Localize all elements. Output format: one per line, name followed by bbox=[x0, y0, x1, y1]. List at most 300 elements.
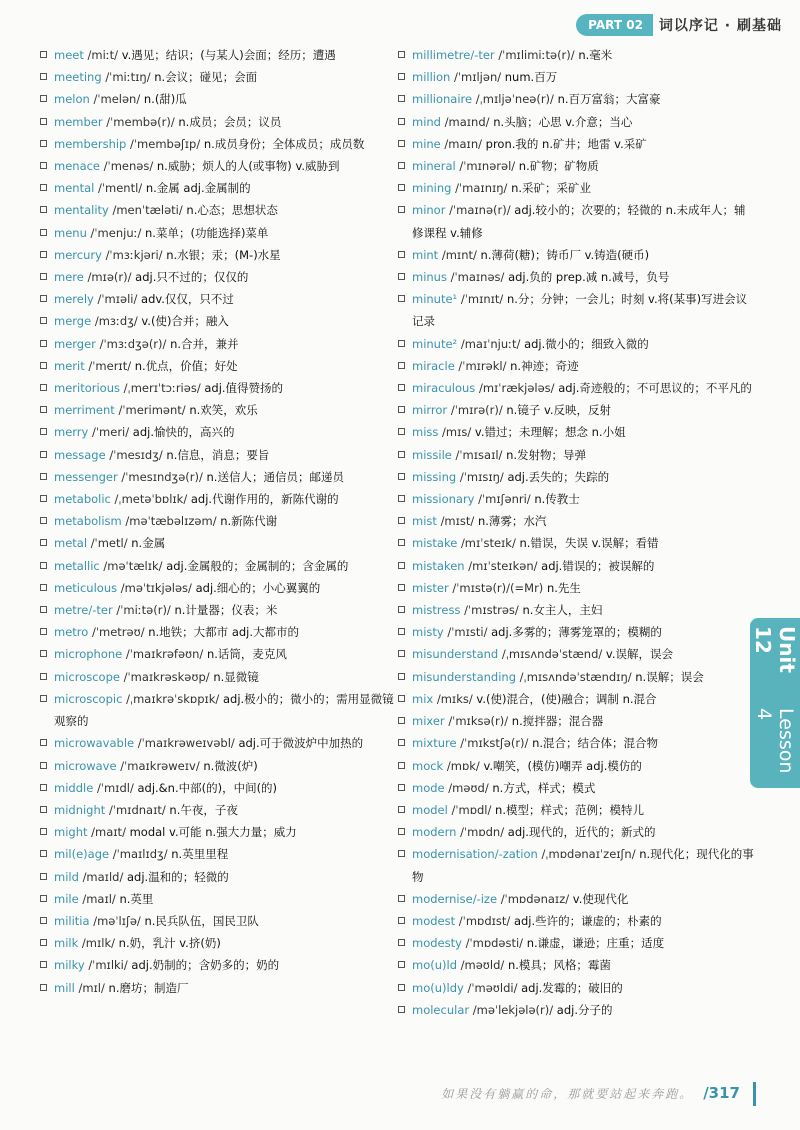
lesson-label: Lesson 4 bbox=[753, 708, 797, 774]
headword: minus bbox=[412, 270, 447, 285]
definition: n.头脑；心思 v.介意；当心 bbox=[493, 114, 633, 129]
headword: microphone bbox=[54, 647, 123, 662]
definition: adj.温和的；轻微的 bbox=[127, 869, 229, 884]
checkbox-icon[interactable] bbox=[40, 406, 47, 413]
pronunciation: /ˈmɪnɪt/ bbox=[460, 292, 504, 307]
pronunciation: /ˈmerɪt/ bbox=[88, 358, 132, 373]
vocab-entry bbox=[398, 577, 754, 599]
definition: n.民兵队伍，国民卫队 bbox=[144, 913, 259, 928]
pronunciation: /ˈmɪljən/ bbox=[453, 70, 502, 85]
pronunciation: /ˈmɪʃənri/ bbox=[478, 492, 531, 507]
checkbox-icon[interactable] bbox=[40, 895, 47, 902]
checkbox-icon[interactable] bbox=[40, 73, 47, 80]
definition: n.传教士 bbox=[534, 492, 580, 507]
pronunciation: /ˈmaɪnəs/ bbox=[450, 270, 505, 285]
checkbox-icon[interactable] bbox=[40, 473, 47, 480]
checkbox-icon[interactable] bbox=[40, 295, 47, 302]
headword: microwave bbox=[54, 758, 117, 773]
checkbox-icon[interactable] bbox=[40, 184, 47, 191]
page-number-bar bbox=[753, 1082, 756, 1106]
checkbox-icon[interactable] bbox=[40, 118, 47, 125]
definition: n.水银；汞；(M-)水星 bbox=[166, 247, 281, 262]
pronunciation: /ˈmɪksə(r)/ bbox=[448, 714, 509, 729]
checkbox-icon[interactable] bbox=[398, 695, 405, 702]
vocab-entry bbox=[398, 710, 754, 732]
checkbox-icon[interactable] bbox=[40, 273, 47, 280]
pronunciation: /məˈlekjələ(r)/ bbox=[472, 1002, 554, 1017]
headword: message bbox=[54, 447, 106, 462]
definition: n.模型；样式；范例；模特儿 bbox=[495, 802, 644, 817]
vocab-entry bbox=[398, 643, 754, 665]
pronunciation: /mɪs/ bbox=[442, 425, 472, 440]
vocab-entry bbox=[40, 799, 396, 821]
definition: n.女主人，主妇 bbox=[522, 603, 603, 618]
pronunciation: /məˈtɪkjələs/ bbox=[120, 580, 192, 595]
pronunciation: /mɪlk/ bbox=[81, 936, 116, 951]
vocab-entry bbox=[398, 666, 754, 688]
checkbox-icon[interactable] bbox=[40, 451, 47, 458]
pronunciation: /maɪld/ bbox=[82, 869, 124, 884]
checkbox-icon[interactable] bbox=[40, 51, 47, 58]
headword: metallic bbox=[54, 558, 100, 573]
definition: v.嘲笑，(模仿)嘲弄 adj.模仿的 bbox=[483, 758, 642, 773]
pronunciation: /menˈtæləti/ bbox=[112, 203, 183, 218]
checkbox-icon[interactable] bbox=[398, 806, 405, 813]
vocab-entry bbox=[398, 777, 754, 799]
vocab-entry bbox=[398, 355, 754, 377]
definition: n.英里里程 bbox=[171, 847, 229, 862]
vocab-entry bbox=[398, 199, 754, 243]
vocab-entry bbox=[40, 932, 396, 954]
checkbox-icon[interactable] bbox=[398, 917, 405, 924]
vocab-entry bbox=[398, 799, 754, 821]
vocab-entry bbox=[398, 266, 754, 288]
definition: n.错误，失误 v.误解；看错 bbox=[519, 536, 659, 551]
vocab-entry bbox=[40, 510, 396, 532]
checkbox-icon[interactable] bbox=[40, 495, 47, 502]
checkbox-icon[interactable] bbox=[398, 961, 405, 968]
pronunciation: /mɪˈrækjələs/ bbox=[478, 381, 555, 396]
pronunciation: /ˈmɒdɪst/ bbox=[458, 913, 511, 928]
headword: metre/-ter bbox=[54, 603, 113, 618]
checkbox-icon[interactable] bbox=[398, 118, 405, 125]
definition: num.百万 bbox=[504, 70, 558, 85]
headword: microscope bbox=[54, 669, 120, 684]
vocab-entry bbox=[398, 732, 754, 754]
checkbox-icon[interactable] bbox=[40, 984, 47, 991]
headword: mist bbox=[412, 514, 437, 529]
vocab-entry bbox=[40, 66, 396, 88]
definition: n.磨坊；制造厂 bbox=[108, 980, 189, 995]
definition: adj.只不过的；仅仅的 bbox=[135, 270, 249, 285]
pronunciation: /ˈmentl/ bbox=[97, 181, 143, 196]
pronunciation: /ˈmɒdn/ bbox=[460, 825, 505, 840]
definition: n.午夜，子夜 bbox=[169, 802, 238, 817]
pronunciation: /mɪnt/ bbox=[441, 247, 477, 262]
checkbox-icon[interactable] bbox=[398, 273, 405, 280]
checkbox-icon[interactable] bbox=[398, 184, 405, 191]
checkbox-icon[interactable] bbox=[398, 251, 405, 258]
checkbox-icon[interactable] bbox=[40, 762, 47, 769]
pronunciation: /ˈmɒdənaɪz/ bbox=[500, 891, 570, 906]
pronunciation: /ˈmenəs/ bbox=[103, 159, 154, 174]
headword: messenger bbox=[54, 469, 118, 484]
vocab-entry bbox=[398, 155, 754, 177]
vocab-entry bbox=[40, 355, 396, 377]
vocab-entry bbox=[40, 888, 396, 910]
checkbox-icon[interactable] bbox=[398, 162, 405, 169]
checkbox-icon[interactable] bbox=[398, 762, 405, 769]
definition: n.心态；思想状态 bbox=[186, 203, 278, 218]
checkbox-icon[interactable] bbox=[40, 873, 47, 880]
unit-side-tab[interactable] bbox=[750, 618, 800, 788]
pronunciation: /ˈmerimənt/ bbox=[118, 403, 186, 418]
pronunciation: /ˈmɪstə(r)/(=Mr) bbox=[452, 580, 544, 595]
headword: molecular bbox=[412, 1002, 470, 1017]
definition: adj.现代的，近代的；新式的 bbox=[507, 825, 656, 840]
pronunciation: /mɪl/ bbox=[78, 980, 105, 995]
headword: mirror bbox=[412, 403, 448, 418]
vocab-entry bbox=[40, 177, 396, 199]
vocab-entry bbox=[40, 688, 396, 732]
vocab-entry bbox=[398, 88, 754, 110]
headword: mixer bbox=[412, 714, 445, 729]
pronunciation: /ˈmɜːkjəri/ bbox=[105, 247, 163, 262]
headword: meritorious bbox=[54, 381, 120, 396]
checkbox-icon[interactable] bbox=[398, 140, 405, 147]
checkbox-icon[interactable] bbox=[40, 806, 47, 813]
definition: n.薄雾；水汽 bbox=[477, 514, 547, 529]
checkbox-icon[interactable] bbox=[40, 517, 47, 524]
headword: mint bbox=[412, 247, 439, 262]
pronunciation: /ˈmaɪkrəfəʊn/ bbox=[125, 647, 204, 662]
headword: mistake bbox=[412, 536, 458, 551]
checkbox-icon[interactable] bbox=[398, 606, 405, 613]
vocab-entry bbox=[40, 643, 396, 665]
headword: menu bbox=[54, 225, 87, 240]
checkbox-icon[interactable] bbox=[398, 295, 405, 302]
checkbox-icon[interactable] bbox=[398, 384, 405, 391]
checkbox-icon[interactable] bbox=[40, 939, 47, 946]
left-column bbox=[40, 44, 396, 999]
definition: adj.金属般的；金属制的；含金属的 bbox=[166, 558, 349, 573]
definition: n.合并，兼并 bbox=[170, 336, 239, 351]
checkbox-icon[interactable] bbox=[398, 51, 405, 58]
pronunciation: /ˈmelən/ bbox=[93, 92, 141, 107]
definition: n.显微镜 bbox=[213, 669, 259, 684]
vocab-entry bbox=[40, 666, 396, 688]
checkbox-icon[interactable] bbox=[40, 628, 47, 635]
headword: mister bbox=[412, 580, 449, 595]
vocab-entry bbox=[40, 555, 396, 577]
definition: n.镜子 v.反映，反射 bbox=[506, 403, 612, 418]
checkbox-icon[interactable] bbox=[40, 428, 47, 435]
checkbox-icon[interactable] bbox=[398, 340, 405, 347]
definition: n.菜单；(功能选择)菜单 bbox=[145, 225, 269, 240]
vocab-entry bbox=[398, 66, 754, 88]
vocab-entry bbox=[398, 133, 754, 155]
definition: n.送信人；通信员；邮递员 bbox=[206, 469, 344, 484]
definition: n.采矿；采矿业 bbox=[511, 181, 592, 196]
checkbox-icon[interactable] bbox=[398, 428, 405, 435]
vocab-entry bbox=[398, 488, 754, 510]
definition: n.金属 bbox=[131, 536, 166, 551]
pronunciation: /ˈmaɪlɪdʒ/ bbox=[112, 847, 168, 862]
pronunciation: /ˌmɒdənaɪˈzeɪʃn/ bbox=[541, 847, 636, 862]
checkbox-icon[interactable] bbox=[40, 384, 47, 391]
checkbox-icon[interactable] bbox=[398, 628, 405, 635]
pronunciation: /ˈmɪəli/ bbox=[97, 292, 138, 307]
vocab-entry bbox=[40, 288, 396, 310]
vocab-entry bbox=[398, 954, 754, 976]
headword: milk bbox=[54, 936, 79, 951]
checkbox-icon[interactable] bbox=[40, 95, 47, 102]
definition: adj.发霉的；破旧的 bbox=[521, 980, 623, 995]
definition: adj.错误的；被误解的 bbox=[541, 558, 655, 573]
headword: modest bbox=[412, 913, 456, 928]
checkbox-icon[interactable] bbox=[398, 895, 405, 902]
page-number: /317 bbox=[703, 1084, 740, 1102]
definition: adj.代谢作用的，新陈代谢的 bbox=[190, 492, 339, 507]
definition: n.会议；碰见；会面 bbox=[154, 70, 258, 85]
headword: merry bbox=[54, 425, 89, 440]
pronunciation: /ˈmɪlimiːtə(r)/ bbox=[498, 48, 575, 62]
headword: modernisation/-zation bbox=[412, 847, 538, 862]
definition: n.搅拌器；混合器 bbox=[511, 714, 604, 729]
pronunciation: /ˈmetl/ bbox=[90, 536, 128, 551]
vocab-entry bbox=[40, 577, 396, 599]
vocab-entry bbox=[398, 177, 754, 199]
checkbox-icon[interactable] bbox=[398, 650, 405, 657]
pronunciation: /ˈməʊldi/ bbox=[467, 980, 518, 995]
checkbox-icon[interactable] bbox=[40, 739, 47, 746]
checkbox-icon[interactable] bbox=[40, 784, 47, 791]
definition: pron.我的 n.矿井；地雷 v.采矿 bbox=[485, 136, 647, 151]
headword: membership bbox=[54, 136, 127, 151]
vocab-entry bbox=[40, 755, 396, 777]
pronunciation: /məˈtælɪk/ bbox=[103, 558, 163, 573]
headword: modesty bbox=[412, 936, 462, 951]
checkbox-icon[interactable] bbox=[398, 673, 405, 680]
pronunciation: /ˈmɪrəkl/ bbox=[458, 358, 507, 373]
checkbox-icon[interactable] bbox=[40, 340, 47, 347]
pronunciation: /ˈmiːtɪŋ/ bbox=[105, 70, 151, 85]
definition: n.成员身份；全体成员；成员数 bbox=[203, 136, 365, 151]
checkbox-icon[interactable] bbox=[40, 539, 47, 546]
pronunciation: /ˌmetəˈbɒlɪk/ bbox=[114, 492, 188, 507]
pronunciation: /ˈmɪdnaɪt/ bbox=[108, 802, 166, 817]
vocab-entry bbox=[398, 999, 754, 1021]
headword: mill bbox=[54, 980, 75, 995]
part-badge: PART 02 bbox=[576, 14, 653, 36]
vocab-entry bbox=[40, 621, 396, 643]
definition: n.地铁；大都市 adj.大都市的 bbox=[148, 625, 300, 640]
pronunciation: /ˈmɒdl/ bbox=[451, 802, 492, 817]
checkbox-icon[interactable] bbox=[40, 917, 47, 924]
pronunciation: /mɪˈsteɪkən/ bbox=[468, 558, 538, 573]
checkbox-icon[interactable] bbox=[398, 406, 405, 413]
definition: n.发射物；导弹 bbox=[506, 447, 587, 462]
vocab-entry bbox=[398, 466, 754, 488]
definition: n.信息，消息；要旨 bbox=[166, 447, 270, 462]
headword: metro bbox=[54, 625, 89, 640]
headword: misunderstanding bbox=[412, 669, 516, 684]
checkbox-icon[interactable] bbox=[398, 206, 405, 213]
definition: adj.极小的；微小的；需用显微镜观察的 bbox=[54, 691, 394, 729]
headword: mercury bbox=[54, 247, 102, 262]
checkbox-icon[interactable] bbox=[40, 362, 47, 369]
vocab-entry bbox=[398, 621, 754, 643]
headword: mode bbox=[412, 780, 445, 795]
headword: minor bbox=[412, 203, 446, 218]
checkbox-icon[interactable] bbox=[398, 939, 405, 946]
pronunciation: /miːt/ bbox=[87, 48, 119, 62]
pronunciation: /mɒk/ bbox=[446, 758, 480, 773]
pronunciation: /maɪt/ bbox=[91, 825, 126, 840]
checkbox-icon[interactable] bbox=[40, 650, 47, 657]
vocab-entry bbox=[398, 843, 754, 887]
definition: v.错过；未理解；想念 n.小姐 bbox=[474, 425, 626, 440]
definition: adj.丢失的；失踪的 bbox=[507, 469, 610, 484]
vocab-entry bbox=[40, 732, 396, 754]
definition: adj.奶制的；含奶多的；奶的 bbox=[131, 958, 280, 973]
checkbox-icon[interactable] bbox=[398, 362, 405, 369]
checkbox-icon[interactable] bbox=[40, 562, 47, 569]
pronunciation: /ˈmesɪdʒ/ bbox=[109, 447, 163, 462]
pronunciation: /ˈmɪstrəs/ bbox=[464, 603, 519, 618]
checkbox-icon[interactable] bbox=[398, 495, 405, 502]
definition: n.现代化；现代化的事物 bbox=[412, 847, 754, 884]
checkbox-icon[interactable] bbox=[398, 517, 405, 524]
checkbox-icon[interactable] bbox=[40, 229, 47, 236]
pronunciation: /ˈmembəʃɪp/ bbox=[130, 136, 201, 151]
definition: adj.分子的 bbox=[556, 1002, 613, 1017]
checkbox-icon[interactable] bbox=[398, 717, 405, 724]
pronunciation: /maɪn/ bbox=[444, 136, 482, 151]
checkbox-icon[interactable] bbox=[398, 562, 405, 569]
vocab-entry bbox=[40, 821, 396, 843]
headword: mentality bbox=[54, 203, 109, 218]
checkbox-icon[interactable] bbox=[398, 539, 405, 546]
vocab-entry bbox=[40, 133, 396, 155]
definition: n.模具；风格；霉菌 bbox=[507, 958, 611, 973]
checkbox-icon[interactable] bbox=[40, 162, 47, 169]
checkbox-icon[interactable] bbox=[40, 251, 47, 258]
vocab-entry bbox=[40, 111, 396, 133]
checkbox-icon[interactable] bbox=[398, 784, 405, 791]
headword: mistress bbox=[412, 603, 461, 618]
checkbox-icon[interactable] bbox=[398, 73, 405, 80]
checkbox-icon[interactable] bbox=[40, 850, 47, 857]
headword: mind bbox=[412, 114, 441, 129]
definition: adj.可于微波炉中加热的 bbox=[238, 736, 364, 751]
headword: meeting bbox=[54, 70, 102, 85]
pronunciation: /ˌmɪljəˈneə(r)/ bbox=[475, 92, 554, 107]
vocab-entry bbox=[398, 532, 754, 554]
checkbox-icon[interactable] bbox=[40, 584, 47, 591]
definition: adj.细心的；小心翼翼的 bbox=[195, 580, 321, 595]
right-column bbox=[398, 44, 754, 1021]
definition: v.使现代化 bbox=[572, 891, 629, 906]
headword: miss bbox=[412, 425, 439, 440]
definition: n.混合；结合体；混合物 bbox=[532, 736, 659, 751]
definition: n.欢笑，欢乐 bbox=[189, 403, 258, 418]
pronunciation: /maɪl/ bbox=[82, 891, 116, 906]
headword: misunderstand bbox=[412, 647, 499, 662]
vocab-entry bbox=[398, 111, 754, 133]
pronunciation: /mɪks/ bbox=[436, 691, 473, 706]
vocab-entry bbox=[40, 421, 396, 443]
vocab-entry bbox=[398, 555, 754, 577]
definition: v.误解，误会 bbox=[605, 647, 673, 662]
checkbox-icon[interactable] bbox=[398, 95, 405, 102]
pronunciation: /ˈmɪnərəl/ bbox=[459, 159, 516, 174]
vocab-entry bbox=[40, 866, 396, 888]
vocab-entry bbox=[398, 910, 754, 932]
vocab-entry bbox=[398, 755, 754, 777]
pronunciation: /ˈmaɪkrəweɪvəbl/ bbox=[137, 736, 235, 751]
definition: n.矿物；矿物质 bbox=[518, 159, 599, 174]
checkbox-icon[interactable] bbox=[40, 828, 47, 835]
pronunciation: /məʊd/ bbox=[448, 780, 489, 795]
checkbox-icon[interactable] bbox=[40, 961, 47, 968]
checkbox-icon[interactable] bbox=[40, 606, 47, 613]
checkbox-icon[interactable] bbox=[40, 140, 47, 147]
checkbox-icon[interactable] bbox=[398, 584, 405, 591]
headword: middle bbox=[54, 780, 94, 795]
headword: mock bbox=[412, 758, 444, 773]
headword: metal bbox=[54, 536, 88, 551]
headword: model bbox=[412, 802, 448, 817]
vocab-entry bbox=[398, 399, 754, 421]
pronunciation: /məˈlɪʃə/ bbox=[93, 913, 141, 928]
headword: mile bbox=[54, 891, 79, 906]
vocab-entry bbox=[40, 199, 396, 221]
unit-label: Unit 12 bbox=[751, 626, 799, 673]
pronunciation: /məˈtæbəlɪzəm/ bbox=[125, 514, 217, 529]
definition: modal v.可能 n.强大力量；威力 bbox=[129, 825, 297, 840]
checkbox-icon[interactable] bbox=[398, 473, 405, 480]
vocab-entry bbox=[40, 466, 396, 488]
pronunciation: /ˈmaɪkrəskəʊp/ bbox=[123, 669, 210, 684]
checkbox-icon[interactable] bbox=[398, 739, 405, 746]
checkbox-icon[interactable] bbox=[40, 206, 47, 213]
headword: minute¹ bbox=[412, 292, 458, 307]
headword: mixture bbox=[412, 736, 457, 751]
pronunciation: /mɜːdʒ/ bbox=[94, 314, 138, 329]
checkbox-icon[interactable] bbox=[398, 850, 405, 857]
pronunciation: /ˈmɪdl/ bbox=[96, 780, 134, 795]
checkbox-icon[interactable] bbox=[398, 984, 405, 991]
headword: member bbox=[54, 114, 103, 129]
checkbox-icon[interactable] bbox=[40, 673, 47, 680]
vocab-entry bbox=[398, 599, 754, 621]
definition: n.谦虚，谦逊；庄重；适度 bbox=[526, 936, 665, 951]
footer-motto: 如果没有躺赢的命，那就要站起来奔跑。 bbox=[441, 1087, 694, 1101]
checkbox-icon[interactable] bbox=[40, 317, 47, 324]
headword: missionary bbox=[412, 492, 475, 507]
checkbox-icon[interactable] bbox=[40, 695, 47, 702]
checkbox-icon[interactable] bbox=[398, 828, 405, 835]
definition: n.分；分钟；一会儿；时刻 v.将(某事)写进会议记录 bbox=[412, 292, 748, 329]
headword: mild bbox=[54, 869, 79, 884]
headword: modern bbox=[412, 825, 457, 840]
checkbox-icon[interactable] bbox=[398, 451, 405, 458]
headword: mine bbox=[412, 136, 441, 151]
definition: adj.愉快的，高兴的 bbox=[132, 425, 235, 440]
checkbox-icon[interactable] bbox=[398, 1006, 405, 1013]
definition: n.话筒，麦克风 bbox=[206, 647, 287, 662]
